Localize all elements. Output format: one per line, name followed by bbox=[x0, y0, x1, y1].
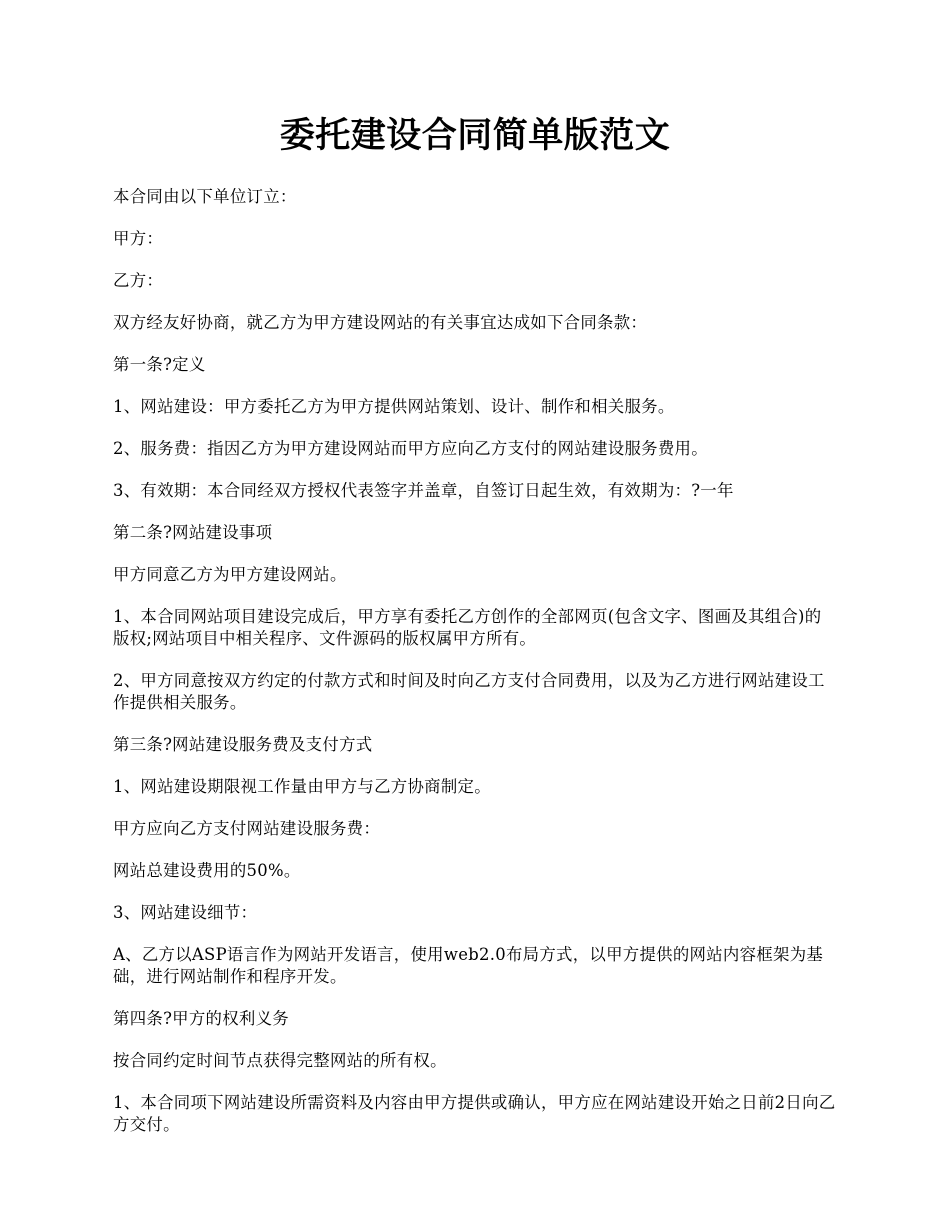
clause-1-2: 2、服务费：指因乙方为甲方建设网站而甲方应向乙方支付的网站建设服务费用。 bbox=[113, 439, 708, 458]
paragraph-party-a: 甲方： bbox=[113, 229, 164, 248]
paragraph-parties-intro: 本合同由以下单位订立： bbox=[113, 187, 297, 206]
section-heading-2: 第二条?网站建设事项 bbox=[113, 523, 273, 542]
clause-4-intro: 按合同约定时间节点获得完整网站的所有权。 bbox=[113, 1051, 447, 1070]
clause-3-fee-ratio: 网站总建设费用的50%。 bbox=[113, 861, 301, 880]
paragraph-agreement-intro: 双方经友好协商，就乙方为甲方建设网站的有关事宜达成如下合同条款： bbox=[113, 313, 648, 332]
section-heading-4: 第四条?甲方的权利义务 bbox=[113, 1009, 289, 1028]
clause-3-3-a: A、乙方以ASP语言作为网站开发语言，使用web2.0布局方式，以甲方提供的网站内容框架为基础，进行网站制作和程序开发。 bbox=[113, 945, 824, 986]
clause-1-1: 1、网站建设：甲方委托乙方为甲方提供网站策划、设计、制作和相关服务。 bbox=[113, 397, 675, 416]
clause-3-payment: 甲方应向乙方支付网站建设服务费： bbox=[113, 819, 381, 838]
clause-3-3: 3、网站建设细节： bbox=[113, 903, 258, 922]
document-body bbox=[113, 186, 837, 1136]
section-heading-1: 第一条?定义 bbox=[113, 355, 206, 374]
document-title: 委托建设合同简单版范文 bbox=[279, 115, 671, 156]
paragraph-party-b: 乙方： bbox=[113, 271, 164, 290]
section-heading-3: 第三条?网站建设服务费及支付方式 bbox=[113, 735, 373, 754]
clause-2-intro: 甲方同意乙方为甲方建设网站。 bbox=[113, 565, 347, 584]
clause-4-1: 1、本合同项下网站建设所需资料及内容由甲方提供或确认，甲方应在网站建设开始之日前2日向乙方交付。 bbox=[113, 1093, 836, 1134]
clause-2-2: 2、甲方同意按双方约定的付款方式和时间及时向乙方支付合同费用，以及为乙方进行网站建设工作提供相关服务。 bbox=[113, 671, 825, 712]
clause-2-1: 1、本合同网站项目建设完成后，甲方享有委托乙方创作的全部网页(包含文字、图画及其组合)的版权;网站项目中相关程序、文件源码的版权属甲方所有。 bbox=[113, 607, 822, 648]
clause-1-3: 3、有效期：本合同经双方授权代表签字并盖章，自签订日起生效，有效期为：?一年 bbox=[113, 481, 734, 500]
clause-3-1: 1、网站建设期限视工作量由甲方与乙方协商制定。 bbox=[113, 777, 491, 796]
